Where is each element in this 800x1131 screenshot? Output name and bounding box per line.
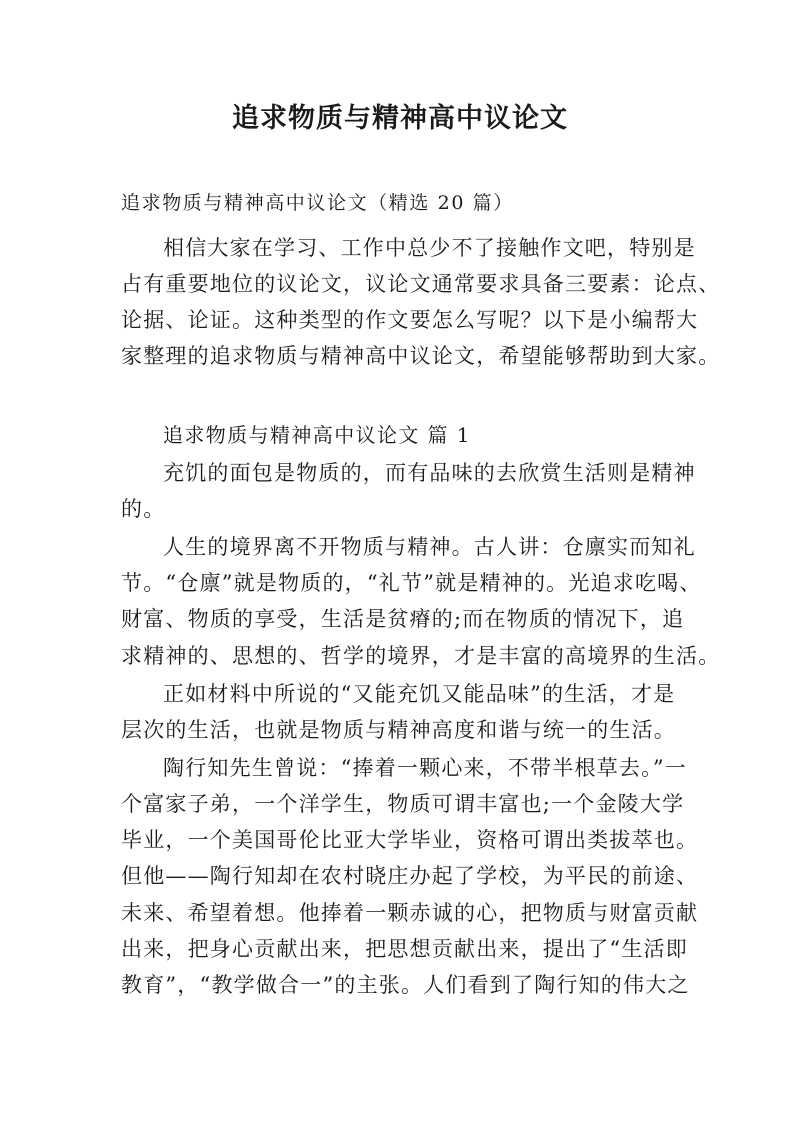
section-heading: 追求物质与精神高中议论文 篇 1 <box>163 423 471 447</box>
intro-line: 占有重要地位的议论文，议论文通常要求具备三要素：论点、 <box>121 272 721 296</box>
body-line: 未来、希望着想。他捧着一颗赤诚的心，把物质与财富贡献 <box>121 901 699 925</box>
body-line: 教育”，“教学做合一”的主张。人们看到了陶行知的伟大之 <box>121 973 690 997</box>
body-line: 人生的境界离不开物质与精神。古人讲：仓廪实而知礼 <box>163 535 696 559</box>
body-line: 的。 <box>121 497 166 521</box>
body-line: 求精神的、思想的、哲学的境界，才是丰富的高境界的生活。 <box>121 644 721 668</box>
body-line: 正如材料中所说的“又能充饥又能品味”的生活，才是 <box>163 682 676 706</box>
intro-line: 相信大家在学习、工作中总少不了接触作文吧，特别是 <box>163 236 696 260</box>
body-line: 陶行知先生曾说：“捧着一颗心来，不带半根草去。”一 <box>163 756 687 780</box>
document-title: 追求物质与精神高中议论文 <box>232 103 568 134</box>
body-line: 充饥的面包是物质的，而有品味的去欣赏生活则是精神 <box>163 461 696 485</box>
body-line: 毕业，一个美国哥伦比亚大学毕业，资格可谓出类拔萃也。 <box>121 828 699 852</box>
body-line: 层次的生活，也就是物质与精神高度和谐与统一的生活。 <box>121 718 676 742</box>
body-line: 出来，把身心贡献出来，把思想贡献出来，提出了“生活即 <box>121 937 688 961</box>
intro-line: 家整理的追求物质与精神高中议论文，希望能够帮助到大家。 <box>121 344 721 368</box>
body-line: 个富家子弟，一个洋学生，物质可谓丰富也;一个金陵大学 <box>121 792 685 816</box>
body-line: 节。“仓廪”就是物质的，“礼节”就是精神的。光追求吃喝、 <box>121 571 702 595</box>
document-subtitle: 追求物质与精神高中议论文（精选 20 篇） <box>121 192 514 214</box>
intro-line: 论据、论证。这种类型的作文要怎么写呢？以下是小编帮大 <box>121 308 699 332</box>
body-line: 但他——陶行知却在农村晓庄办起了学校，为平民的前途、 <box>121 864 699 888</box>
body-line: 财富、物质的享受，生活是贫瘠的;而在物质的情况下，追 <box>121 607 685 631</box>
